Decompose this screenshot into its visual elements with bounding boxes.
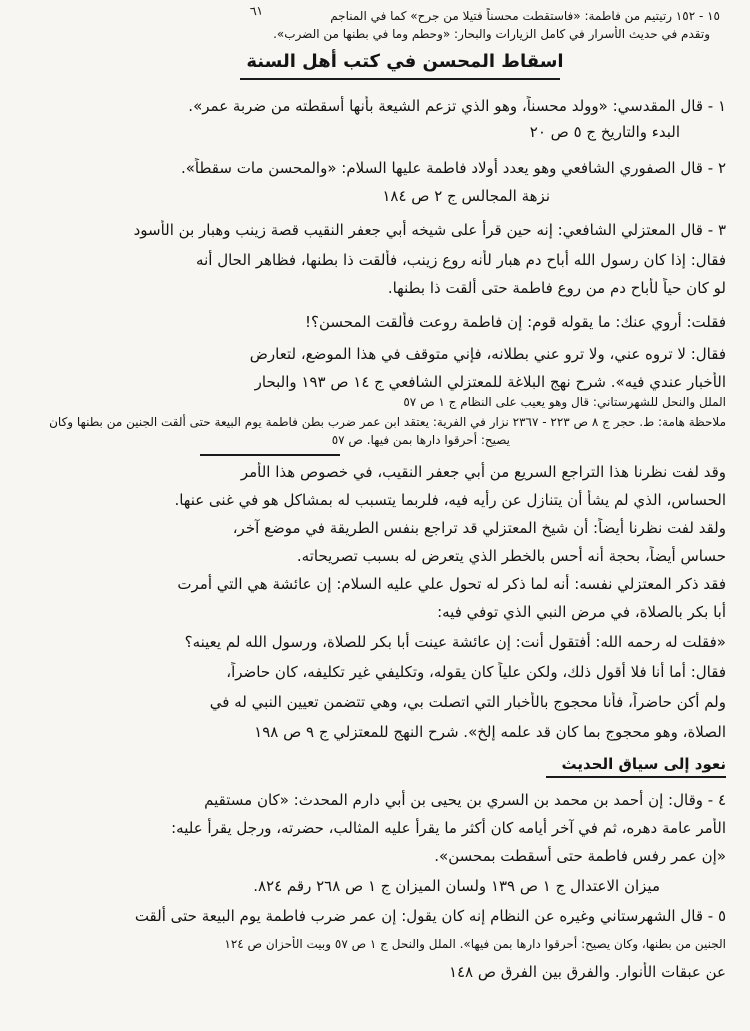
header-line-2: وتقدم في حديث الأسرار في كامل الزيارات والبحار: «وحطم وما في بطنها من الضرب». (273, 27, 710, 41)
text-line: ٤ - وقال: إن أحمد بن محمد بن السري بن يحيى بن أبي دارم المحدث: «كان مستقيم (204, 791, 726, 809)
title-underline (240, 78, 560, 80)
margin-reference: ٦١ (249, 3, 264, 19)
text-line: البدء والتاريخ ج ٥ ص ٢٠ (529, 123, 680, 141)
text-line: عن عبقات الأنوار. والفرق بين الفرق ص ١٤٨ (448, 963, 726, 981)
text-line: الصلاة، وهو محجوج بما كان قد علمه إلخ». شرح النهج للمعتزلي ج ٩ ص ١٩٨ (254, 723, 726, 741)
subheading-underline (546, 776, 726, 778)
text-line: فقال: إذا كان رسول الله أباح دم هبار لأنه روع زينب، فألقت ذا بطنها، فظاهر الحال أنه (196, 251, 726, 269)
text-line: ٥ - قال الشهرستاني وغيره عن النظام إنه كان يقول: إن عمر ضرب فاطمة يوم البيعة حتى ألقت (134, 907, 726, 925)
section-subheading: نعود إلى سياق الحديث (561, 755, 726, 773)
text-line: فقال: لا تروه عني، ولا ترو عني بطلانه، فإني متوقف في هذا الموضع، لتعارض (249, 345, 726, 363)
text-line: الحساس، الذي لم يشأ أن يتنازل عن رأيه فيه، فلربما يتسبب له بمشاكل هو في غنى عنها. (174, 491, 726, 509)
text-line: ولقد لفت نظرنا أيضاً: أن شيخ المعتزلي قد تراجع بنفس الطريقة في موضع آخر، (232, 519, 726, 537)
header-line-1: ١٥ - ١٥٢ رتيتيم من فاطمة: «فاستقطت محسناً فتيلا من جرح» كما في المناجم (330, 9, 720, 23)
text-line: أبا بكر بالصلاة، في مرض النبي الذي توفي فيه: (437, 603, 726, 621)
text-line: يصيح: أحرقوا دارها بمن فيها. ص ٥٧ (331, 433, 510, 447)
text-line: ميزان الاعتدال ج ١ ص ١٣٩ ولسان الميزان ج ١ ص ٢٦٨ رقم ٨٢٤. (253, 877, 660, 895)
text-line: حساسٍ أيضاً، بحجة أنه أحس بالخطر الذي يتعرض له بسبب تصريحاته. (296, 547, 726, 565)
section-title: اسقاط المحسن في كتب أهل السنة (246, 51, 564, 72)
text-line: نزهة المجالس ج ٢ ص ١٨٤ (382, 187, 550, 205)
text-line: ١ - قال المقدسي: «وولد محسناً، وهو الذي تزعم الشيعة بأنها أسقطته من ضربة عمر». (188, 97, 726, 115)
text-line: ٢ - قال الصفوري الشافعي وهو يعدد أولاد فاطمة عليها السلام: «والمحسن مات سقطاً». (180, 159, 726, 177)
text-line: ولم أكن حاضراً، فأنا محجوج بالأخبار التي اتصلت بي، وهي تتضمن تعيين النبي له في (209, 693, 726, 711)
text-line: الجنين من بطنها، وكان يصيح: أحرقوا دارها بمن فيها». الملل والنحل ج ١ ص ٥٧ وبيت الأحزان ص ١٢٤ (224, 937, 726, 951)
text-line: ملاحظة هامة: ط. حجر ج ٨ ص ٢٢٣ - ٢٣٦٧ نزار في الفرية: يعتقد ابن عمر ضرب بطن فاطمة يوم البيعة حتى ألقت الجنين من بطنها وكان (49, 415, 726, 429)
text-line: فقلت: أروي عنك: ما يقوله قوم: إن فاطمة روعت فألقت المحسن؟! (305, 313, 726, 331)
text-line: الملل والنحل للشهرستاني: قال وهو يعيب على النظام ج ١ ص ٥٧ (403, 395, 726, 409)
text-line: «فقلت له رحمه الله: أفتقول أنت: إن عائشة عينت أبا بكر للصلاة، ورسول الله لم يعينه؟ (184, 633, 726, 651)
text-line: «إن عمر رفس فاطمة حتى أسقطت بمحسن». (434, 847, 726, 865)
text-line: لو كان حياً لأباح دم من روع فاطمة حتى ألقت ذا بطنها. (387, 279, 726, 297)
text-line: وقد لفت نظرنا هذا التراجع السريع من أبي جعفر النقيب، في خصوص هذا الأمر (240, 463, 726, 481)
underline-mark (200, 454, 340, 456)
text-line: الأخبار عندي فيه». شرح نهج البلاغة للمعتزلي الشافعي ج ١٤ ص ١٩٣ والبحار (254, 373, 726, 391)
text-line: الأمر عامة دهره، ثم في آخر أيامه كان أكثر ما يقرأ عليه المثالب، حضرته، ورجل يقرأ عليه: (171, 819, 726, 837)
text-line: فقال: أما أنا فلا أقول ذلك، ولكن علياً كان يقوله، وتكليفي غير تكليفه، كان حاضراً، (226, 663, 726, 681)
text-line: فقد ذكر المعتزلي نفسه: أنه لما ذكر له تحول علي عليه السلام: إن عائشة هي التي أمرت (177, 575, 726, 593)
text-line: ٣ - قال المعتزلي الشافعي: إنه حين قرأ على شيخه أبي جعفر النقيب قصة زينب وهبار بن الأسود (133, 221, 726, 239)
